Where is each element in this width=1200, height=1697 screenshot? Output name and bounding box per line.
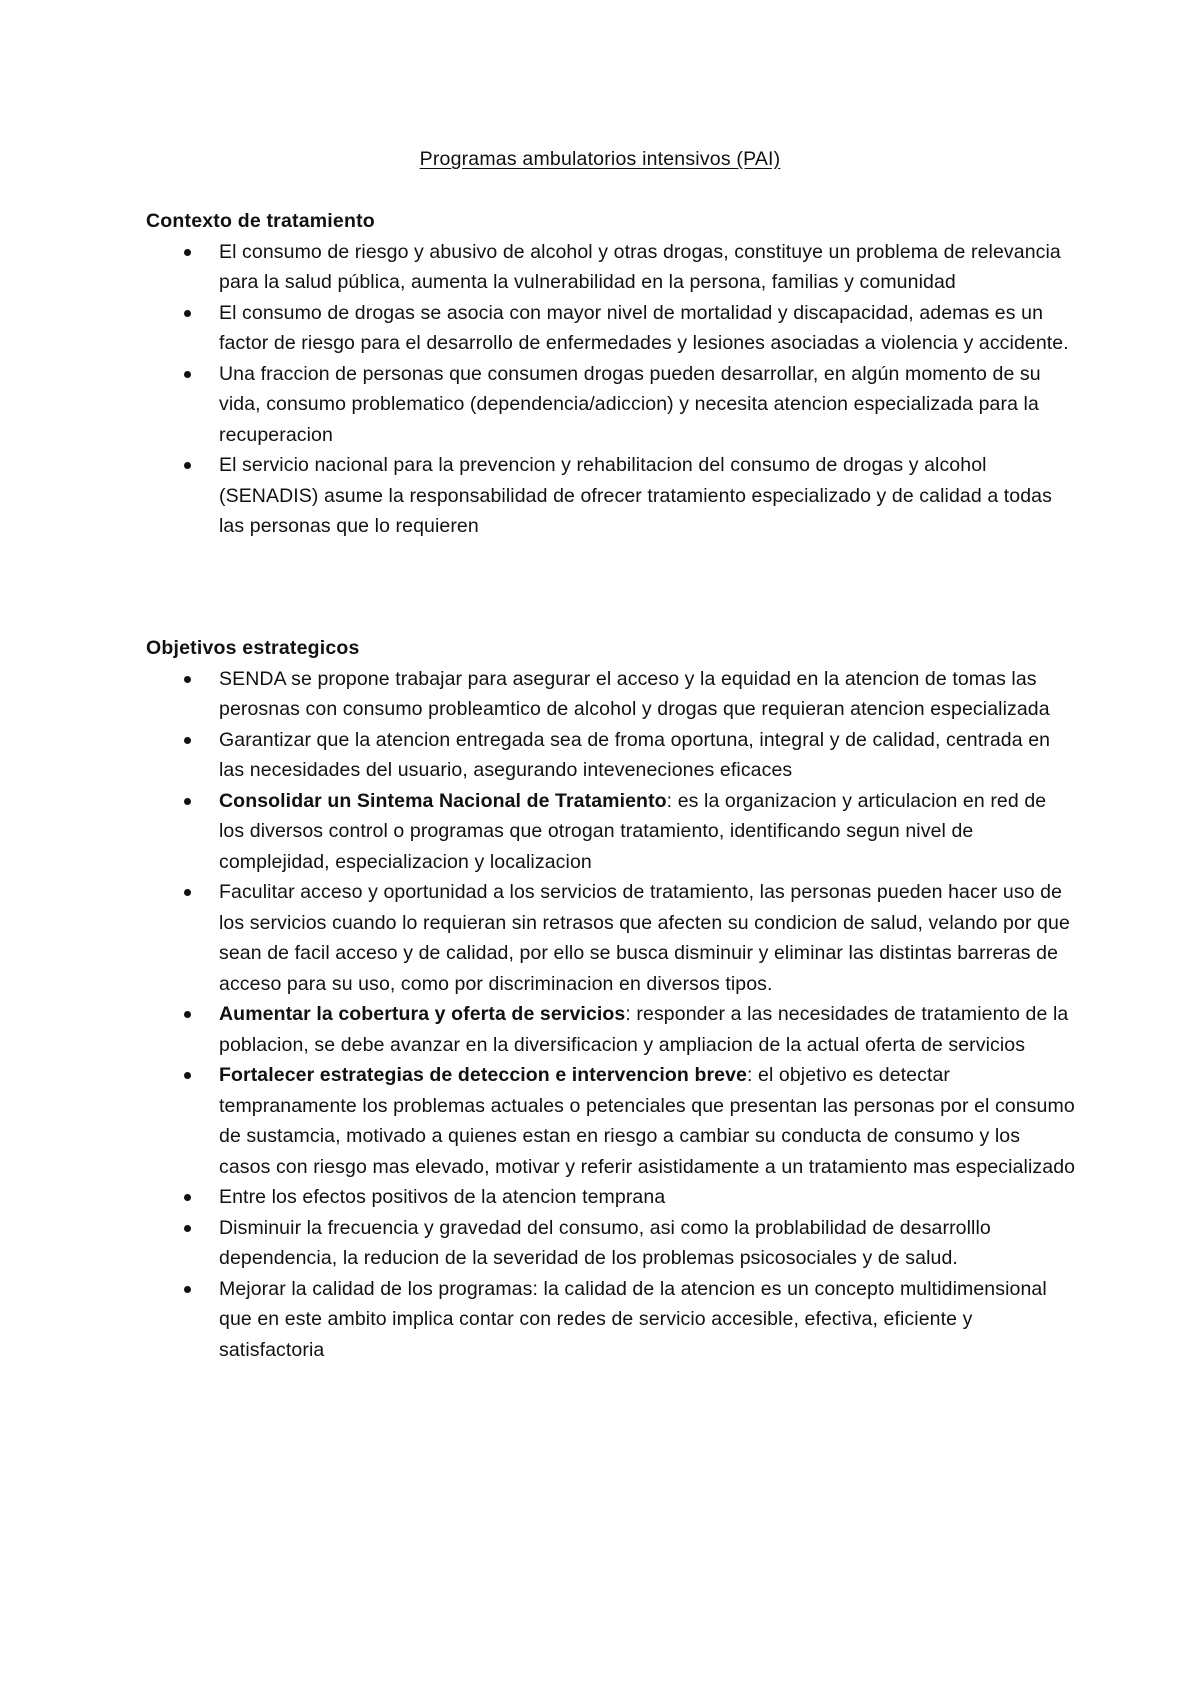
list-item-lead: Aumentar la cobertura y oferta de servicios [219, 1003, 626, 1025]
list-item-lead: Consolidar un Sintema Nacional de Tratamiento [219, 789, 667, 812]
list-item [146, 359, 1076, 451]
bullet-icon [184, 1286, 191, 1293]
section-heading: Contexto de tratamiento [146, 210, 375, 232]
list-item-text: Entre los efectos positivos de la atencion temprana [219, 1186, 666, 1208]
section-objetivos [146, 633, 1076, 1365]
list-item-text: Faculitar acceso y oportunidad a los servicios de tratamiento, las personas pueden hacer uso de los servicios cuando lo requieran sin retrasos que afecten su condicion de salud, velando por que sean de facil acceso y de calidad, por ello se busca disminuir y eliminar las distintas barreras de acceso para su uso, como por discriminacion en diversos tipos. [219, 881, 1070, 995]
bullet-icon [184, 1194, 191, 1201]
document-title: Programas ambulatorios intensivos (PAI) [419, 148, 781, 170]
list-item [146, 450, 1076, 542]
section-heading: Objetivos estrategicos [146, 637, 360, 659]
list-item [146, 298, 1076, 359]
list-item [146, 664, 1076, 725]
bullet-icon [184, 1225, 191, 1232]
bullet-icon [184, 676, 191, 683]
list-item-text: : responder a las necesidades de tratamiento de la poblacion, se debe avanzar en la diversificacion y ampliacion de la actual oferta de servicios [219, 1003, 1069, 1056]
list-item [146, 725, 1076, 786]
list-item [146, 237, 1076, 298]
bullet-icon [184, 737, 191, 744]
list-item [146, 1060, 1076, 1182]
list-item-text: Mejorar la calidad de los programas: la calidad de la atencion es un concepto multidimensional que en este ambito implica contar con redes de servicio accesible, efectiva, eficiente y satisfactoria [219, 1277, 1047, 1361]
list-item [146, 1182, 1076, 1213]
bullet-list [146, 664, 1076, 1366]
list-item [146, 999, 1076, 1060]
list-item-text: El servicio nacional para la prevencion y rehabilitacion del consumo de drogas y alcohol (SENADIS) asume la responsabilidad de ofrecer tratamiento especializado y de calidad a todas las personas que lo requieren [219, 454, 1052, 537]
list-item [146, 1213, 1076, 1274]
bullet-icon [184, 371, 191, 378]
list-item-text: SENDA se propone trabajar para asegurar el acceso y la equidad en la atencion de tomas las perosnas con consumo probleamtico de alcohol y drogas que requieran atencion especializada [219, 667, 1050, 720]
list-item-text: Una fraccion de personas que consumen drogas pueden desarrollar, en algún momento de su vida, consumo problematico (dependencia/adiccion) y necesita atencion especializada para la recuperacion [219, 362, 1041, 446]
list-item-text: El consumo de riesgo y abusivo de alcohol y otras drogas, constituye un problema de relevancia para la salud pública, aumenta la vulnerabilidad en la persona, familias y comunidad [219, 240, 1061, 293]
list-item-text: Garantizar que la atencion entregada sea de froma oportuna, integral y de calidad, centrada en las necesidades del usuario, asegurando inteveneciones eficaces [219, 728, 1051, 781]
list-item-lead: Fortalecer estrategias de deteccion e intervencion breve [219, 1064, 747, 1086]
list-item-text: : el objetivo es detectar tempranamente los problemas actuales o petenciales que presentan las personas por el consumo de sustamcia, motivado a quienes estan en riesgo a cambiar su conducta de consumo y los casos con riesgo mas elevado, motivar y referir asistidamente a un tratamiento mas especializado [219, 1064, 1076, 1178]
list-item-text: : es la organizacion y articulacion en red de los diversos control o programas que otrogan tratamiento, identificando segun nivel de complejidad, especializacion y localizacion [219, 789, 1047, 873]
bullet-icon [184, 1072, 191, 1079]
bullet-icon [184, 462, 191, 469]
bullet-icon [184, 798, 191, 805]
bullet-icon [184, 889, 191, 896]
list-item [146, 1274, 1076, 1366]
list-item-text: El consumo de drogas se asocia con mayor nivel de mortalidad y discapacidad, ademas es un factor de riesgo para el desarrollo de enfermedades y lesiones asociadas a violencia y accidente. [219, 301, 1069, 354]
bullet-icon [184, 310, 191, 317]
section-contexto [146, 206, 1076, 542]
list-item [146, 877, 1076, 999]
list-item [146, 786, 1076, 878]
bullet-list [146, 237, 1076, 542]
bullet-icon [184, 1011, 191, 1018]
bullet-icon [184, 249, 191, 256]
list-item-text: Disminuir la frecuencia y gravedad del consumo, asi como la problabilidad de desarrolllo dependencia, la reducion de la severidad de los problemas psicosociales y de salud. [219, 1216, 991, 1269]
